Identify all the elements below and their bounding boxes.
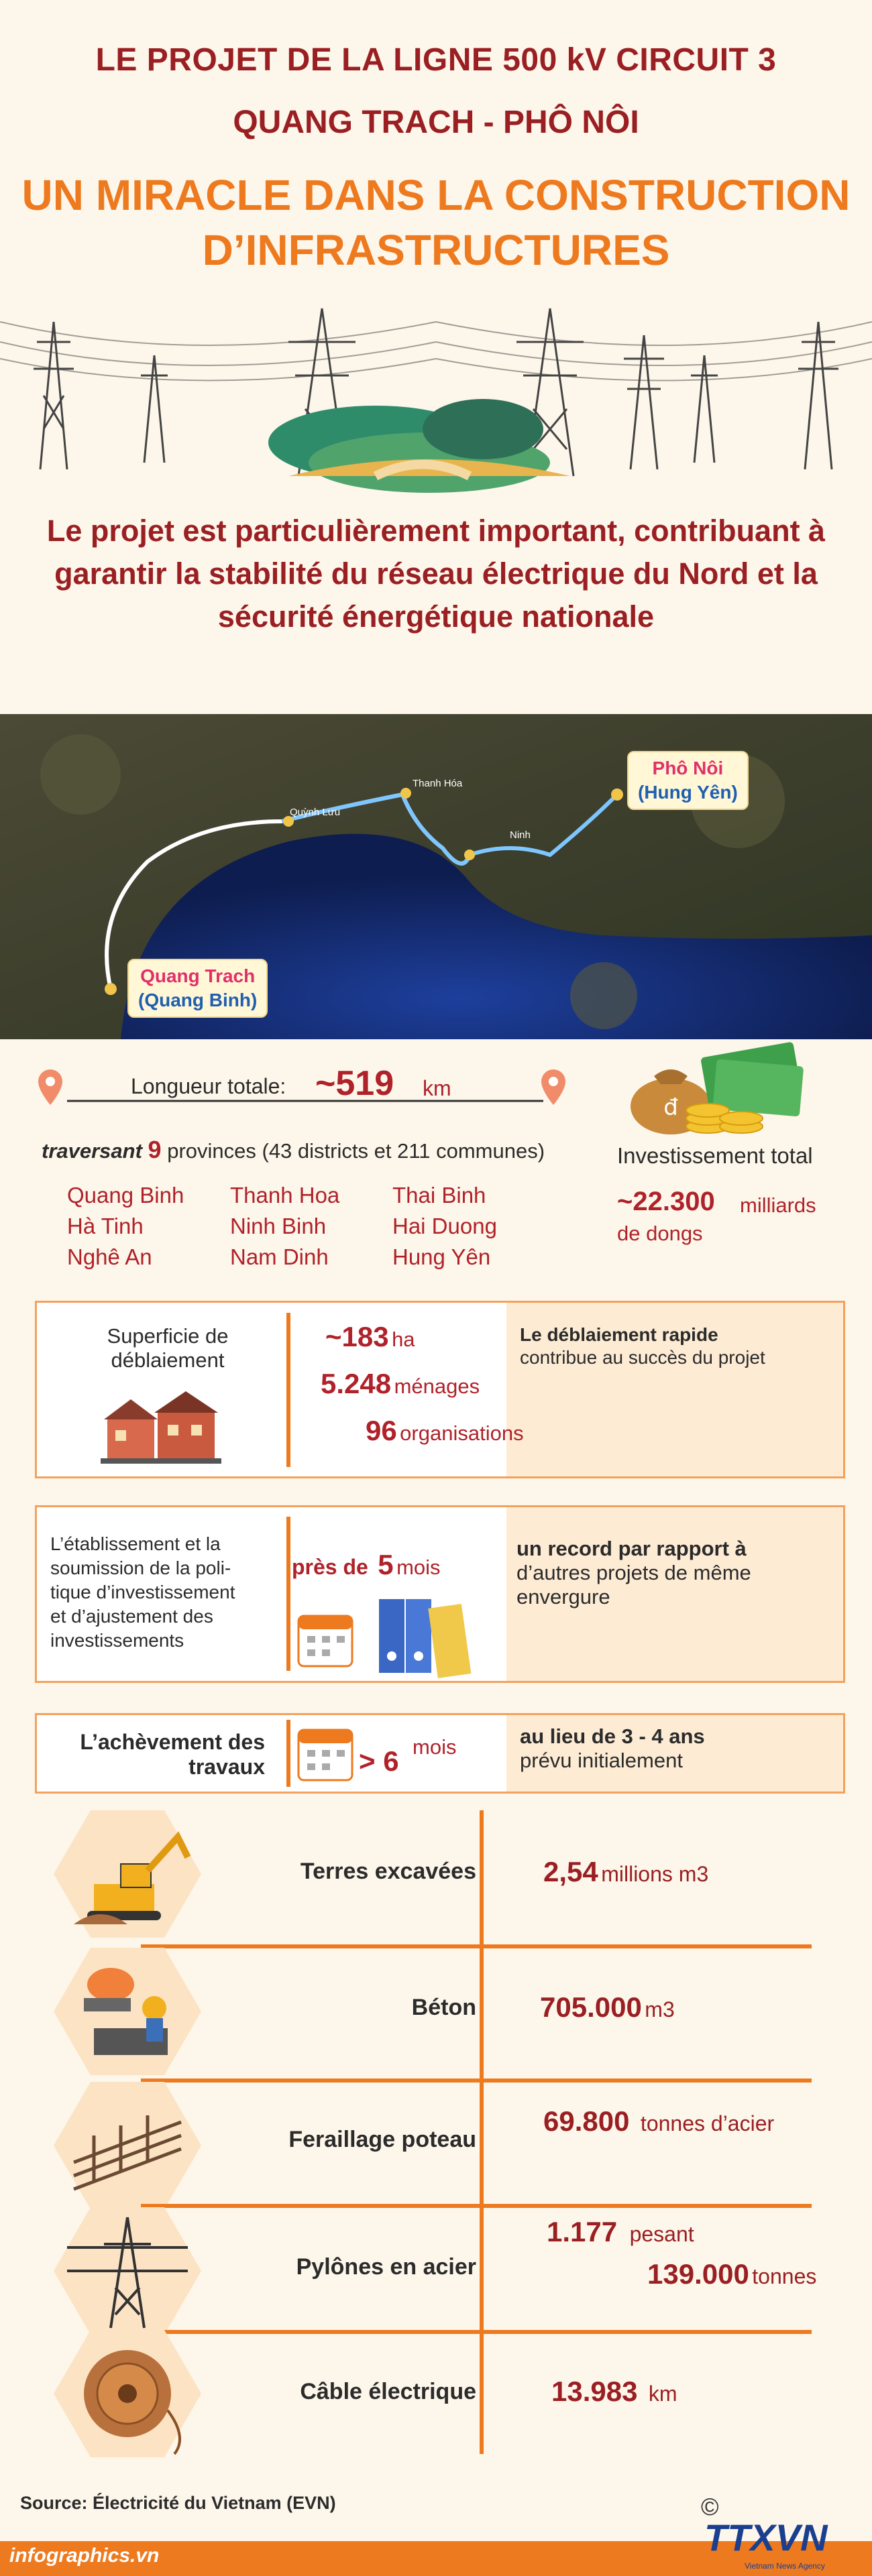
source-text: Source: Électricité du Vietnam (EVN)	[20, 2493, 336, 2513]
material-unit-2: tonnes	[752, 2264, 817, 2288]
policy-note-1: d’autres projets de même	[516, 1561, 751, 1584]
clearance-label-2: déblaiement	[111, 1348, 225, 1372]
material-unit: millions m3	[601, 1862, 709, 1886]
clearance-note	[520, 1324, 835, 1370]
material-value: 2,54	[543, 1856, 598, 1887]
completion-note-title: au lieu de 3 - 4 ans	[520, 1724, 705, 1748]
divider-bar	[286, 1720, 290, 1787]
route-map	[0, 714, 872, 1039]
length-line	[34, 1066, 570, 1113]
investment-value: ~22.300	[617, 1187, 715, 1216]
investment-unit-2: de dongs	[617, 1222, 703, 1245]
map-label-start	[127, 959, 268, 1018]
investment-unit: milliards	[740, 1193, 816, 1217]
policy-near: près de	[292, 1555, 368, 1579]
completion-label-2: travaux	[188, 1755, 265, 1779]
clearance-area-unit: ha	[392, 1328, 415, 1351]
policy-text-5: investissements	[50, 1630, 184, 1651]
concrete-mixer-icon	[54, 1948, 201, 2075]
material-value: 705.000	[540, 1991, 642, 2023]
policy-value: 5	[378, 1549, 394, 1580]
material-value-group-2	[647, 2258, 816, 2290]
ttxvn-logo: TTXVN	[704, 2516, 828, 2559]
location-pin-icon	[38, 1069, 62, 1105]
province-item: Hung Yên	[392, 1244, 491, 1269]
policy-text-1: L’établissement et la	[50, 1533, 221, 1554]
title-main-line-1: UN MIRACLE DANS LA CONSTRUCTION	[21, 171, 851, 219]
map-start-name: Quang Trach	[140, 965, 256, 986]
clearance-label-1: Superficie de	[107, 1324, 229, 1348]
completion-label	[54, 1730, 265, 1779]
material-value: 1.177	[547, 2216, 618, 2247]
divider-bar	[286, 1313, 290, 1467]
map-end-name: Phô Nôi	[652, 758, 724, 778]
clearance-note-title: Le déblaiement rapide	[520, 1324, 718, 1345]
material-value: 13.983	[551, 2376, 638, 2407]
clearance-area	[325, 1321, 415, 1353]
traverse-count: 9	[148, 1136, 162, 1163]
material-unit: pesant	[629, 2222, 694, 2246]
title-line-1: LE PROJET DE LA LIGNE 500 kV CIRCUIT 3	[95, 42, 777, 78]
investment-label: Investissement total	[617, 1143, 813, 1168]
calendar-icon	[295, 1726, 356, 1783]
province-column-2	[230, 1180, 384, 1273]
header-illustration	[0, 295, 872, 496]
completion-label-1: L’achèvement des	[80, 1730, 265, 1754]
calendar-icon	[298, 1616, 352, 1666]
material-value-group	[543, 2105, 774, 2138]
material-value: 69.800	[543, 2105, 630, 2137]
row-separator	[141, 1944, 812, 1948]
clearance-note-text: contribue au succès du projet	[520, 1347, 765, 1368]
pylon-icon	[54, 2207, 201, 2335]
map-start-province: (Quang Binh)	[138, 990, 258, 1010]
traverse-prefix: traversant	[42, 1139, 142, 1163]
clearance-orgs-value: 96	[366, 1415, 397, 1446]
row-separator	[141, 2204, 812, 2208]
completion-value: > 6	[359, 1745, 399, 1777]
clearance-orgs-unit: organisations	[400, 1421, 524, 1445]
material-label: Feraillage poteau	[288, 2127, 476, 2152]
rebar-icon	[54, 2082, 201, 2209]
policy-text	[50, 1532, 278, 1653]
calendar-folders-icon	[295, 1592, 496, 1680]
material-value-group	[551, 2376, 677, 2408]
money-bag-icon	[614, 1036, 808, 1136]
policy-unit: mois	[396, 1556, 441, 1579]
province-item: Thai Binh	[392, 1183, 486, 1208]
title-line-2: QUANG TRACH - PHÔ NÔI	[233, 105, 639, 140]
map-point-a: Quỳnh Lưu	[290, 807, 341, 818]
province-item: Hà Tinh	[67, 1214, 144, 1238]
material-unit: m3	[645, 1997, 675, 2022]
province-column-1	[67, 1180, 221, 1273]
material-value-group	[543, 1856, 708, 1888]
material-label: Terres excavées	[300, 1859, 476, 1884]
cable-reel-icon	[54, 2330, 201, 2457]
material-label: Béton	[411, 1995, 476, 2020]
subtitle: Le projet est particulièrement important, contribuant à garantir la stabilité du réseau électrique du Nord et la sécurité énergétique nationale	[46, 514, 826, 634]
title-main-line-2: D’INFRASTRUCTURES	[202, 226, 670, 274]
copyright-symbol: ©	[701, 2493, 719, 2520]
excavator-icon	[54, 1810, 201, 1938]
materials-divider	[480, 1810, 484, 2454]
material-unit: tonnes d’acier	[640, 2111, 775, 2135]
material-value-group	[540, 1991, 675, 2024]
folders-icon	[379, 1599, 471, 1678]
clearance-orgs	[366, 1415, 524, 1447]
length-label: Longueur totale:	[131, 1074, 286, 1098]
clearance-area-value: ~183	[325, 1321, 389, 1352]
policy-duration	[292, 1549, 441, 1581]
map-point-b: Thanh Hóa	[413, 778, 463, 789]
location-pin-icon-end	[541, 1069, 565, 1105]
traverse-line	[42, 1136, 545, 1164]
material-value-2: 139.000	[647, 2258, 749, 2290]
footer-website: infographics.vn	[9, 2544, 160, 2567]
svg-text:đ: đ	[663, 1094, 678, 1121]
completion-note-text: prévu initialement	[520, 1749, 683, 1772]
material-value-group	[547, 2216, 694, 2248]
clearance-households-unit: ménages	[394, 1374, 480, 1398]
length-value: ~519	[315, 1064, 394, 1103]
traverse-rest: provinces (43 districts et 211 communes)	[167, 1139, 545, 1163]
houses-icon	[101, 1391, 221, 1465]
row-separator	[141, 2330, 812, 2334]
province-item: Ninh Binh	[230, 1214, 327, 1238]
policy-note	[516, 1537, 838, 1609]
province-item: Quang Binh	[67, 1183, 184, 1208]
policy-note-2: envergure	[516, 1585, 610, 1608]
material-label: Pylônes en acier	[296, 2254, 476, 2280]
map-end-province: (Hung Yên)	[638, 782, 738, 803]
agency-name: Vietnam News Agency	[745, 2561, 825, 2571]
material-label: Câble électrique	[300, 2379, 476, 2404]
province-item: Hai Duong	[392, 1214, 497, 1238]
completion-note	[520, 1724, 835, 1773]
clearance-households-value: 5.248	[321, 1368, 392, 1399]
province-column-3	[392, 1180, 547, 1273]
province-item: Thanh Hoa	[230, 1183, 340, 1208]
policy-text-3: tique d’investissement	[50, 1582, 235, 1602]
province-item: Nam Dinh	[230, 1244, 329, 1269]
province-item: Nghê An	[67, 1244, 152, 1269]
title-main	[0, 168, 872, 278]
clearance-label	[54, 1324, 282, 1372]
policy-text-4: et d’ajustement des	[50, 1606, 213, 1627]
divider-bar	[286, 1517, 290, 1671]
policy-note-title: un record par rapport à	[516, 1537, 747, 1560]
completion-unit: mois	[413, 1735, 457, 1759]
clearance-households	[321, 1368, 480, 1400]
map-label-end	[627, 751, 749, 810]
material-unit: km	[648, 2382, 677, 2406]
policy-text-2: soumission de la poli-	[50, 1558, 231, 1578]
map-point-c: Ninh	[510, 829, 531, 841]
length-unit: km	[423, 1076, 451, 1100]
row-separator	[141, 2079, 812, 2083]
